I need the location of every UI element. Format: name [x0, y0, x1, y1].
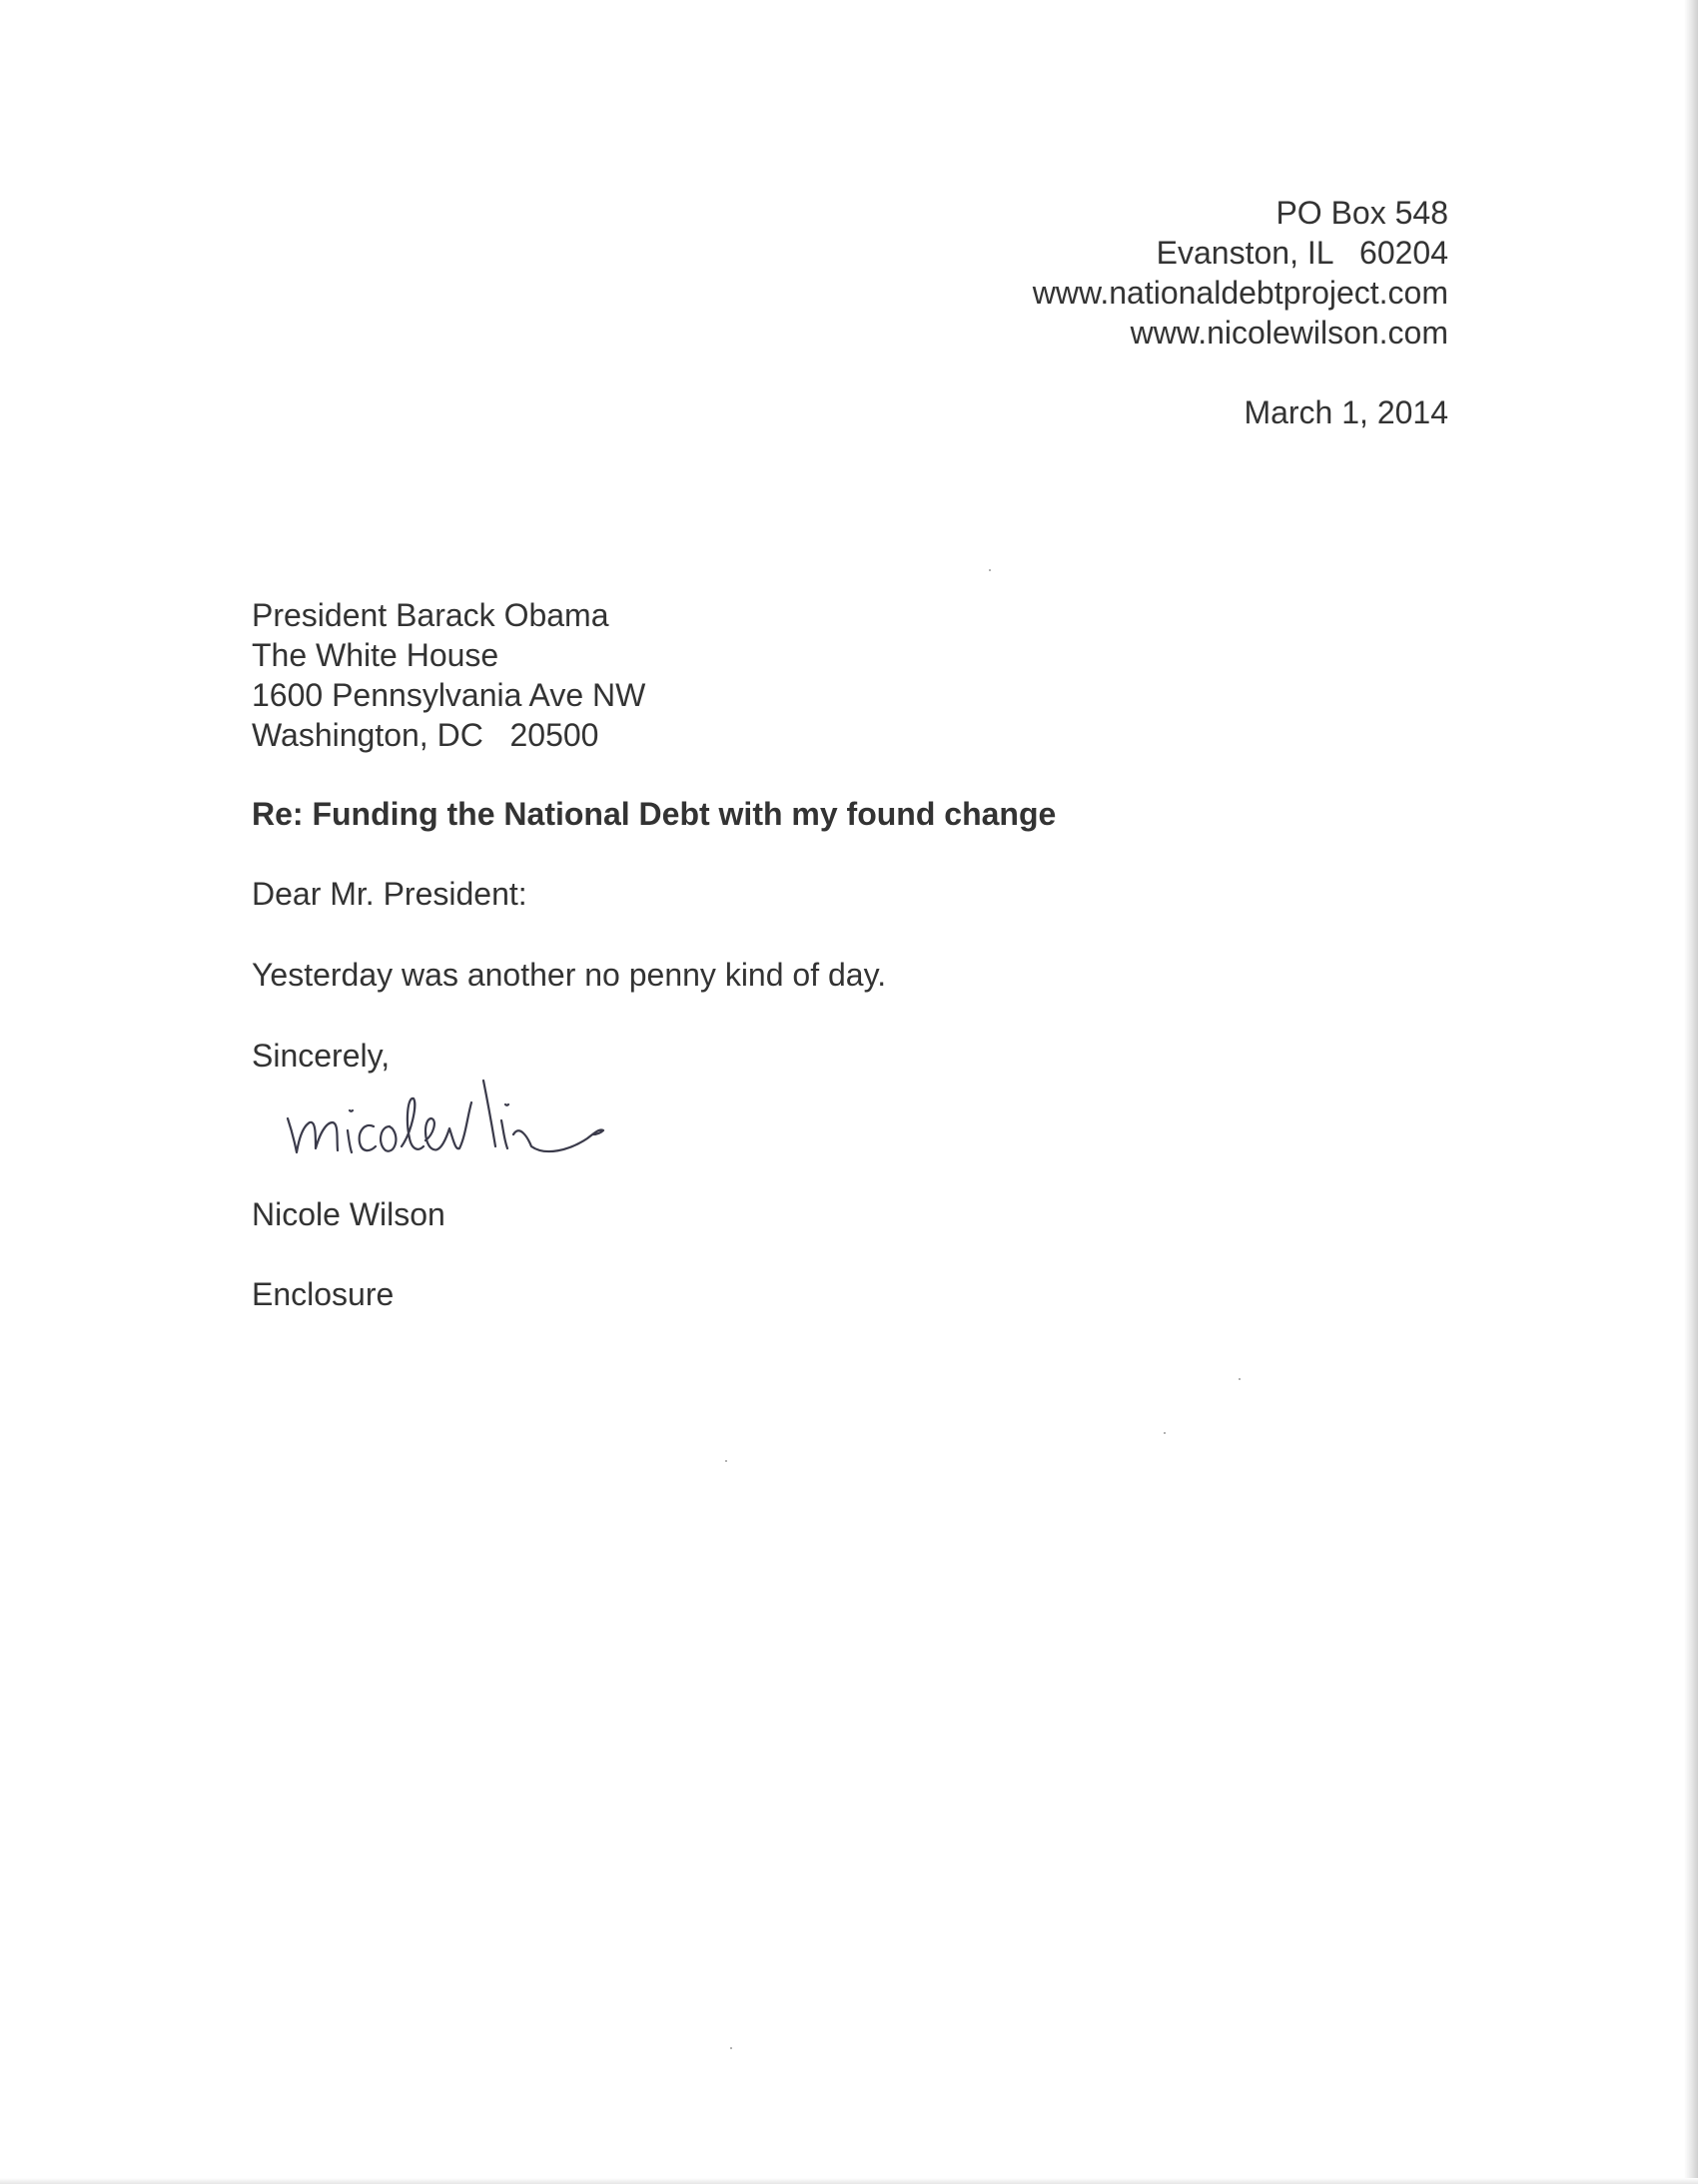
scan-speck	[1239, 1378, 1241, 1380]
sender-po-box: PO Box 548	[1275, 195, 1448, 231]
letter-body: Yesterday was another no penny kind of day.	[252, 957, 887, 993]
recipient-street: 1600 Pennsylvania Ave NW	[252, 677, 646, 713]
recipient-organization: The White House	[252, 637, 499, 673]
recipient-city-line: Washington, DC 20500	[252, 717, 599, 753]
sender-website-1: www.nationaldebtproject.com	[1032, 275, 1448, 311]
subject-line: Re: Funding the National Debt with my found change	[252, 796, 1057, 832]
recipient-address-block	[252, 595, 645, 755]
scan-speck	[1164, 1432, 1166, 1434]
closing: Sincerely,	[252, 1038, 391, 1074]
sender-city-line: Evanston, IL 60204	[1156, 235, 1448, 271]
scan-bottom-edge-shadow	[0, 2178, 1698, 2184]
signer-name: Nicole Wilson	[252, 1196, 445, 1232]
scan-speck	[989, 569, 991, 571]
salutation: Dear Mr. President:	[252, 876, 527, 912]
enclosure-note: Enclosure	[252, 1276, 395, 1312]
recipient-name: President Barack Obama	[252, 597, 609, 633]
scan-speck	[730, 2047, 732, 2049]
scan-speck	[725, 1460, 727, 1462]
letter-date: March 1, 2014	[1244, 394, 1448, 430]
scan-right-edge-shadow	[1684, 0, 1698, 2184]
sender-address-block	[1033, 193, 1448, 353]
handwritten-signature-icon	[270, 1061, 659, 1170]
sender-website-2: www.nicolewilson.com	[1130, 315, 1448, 351]
